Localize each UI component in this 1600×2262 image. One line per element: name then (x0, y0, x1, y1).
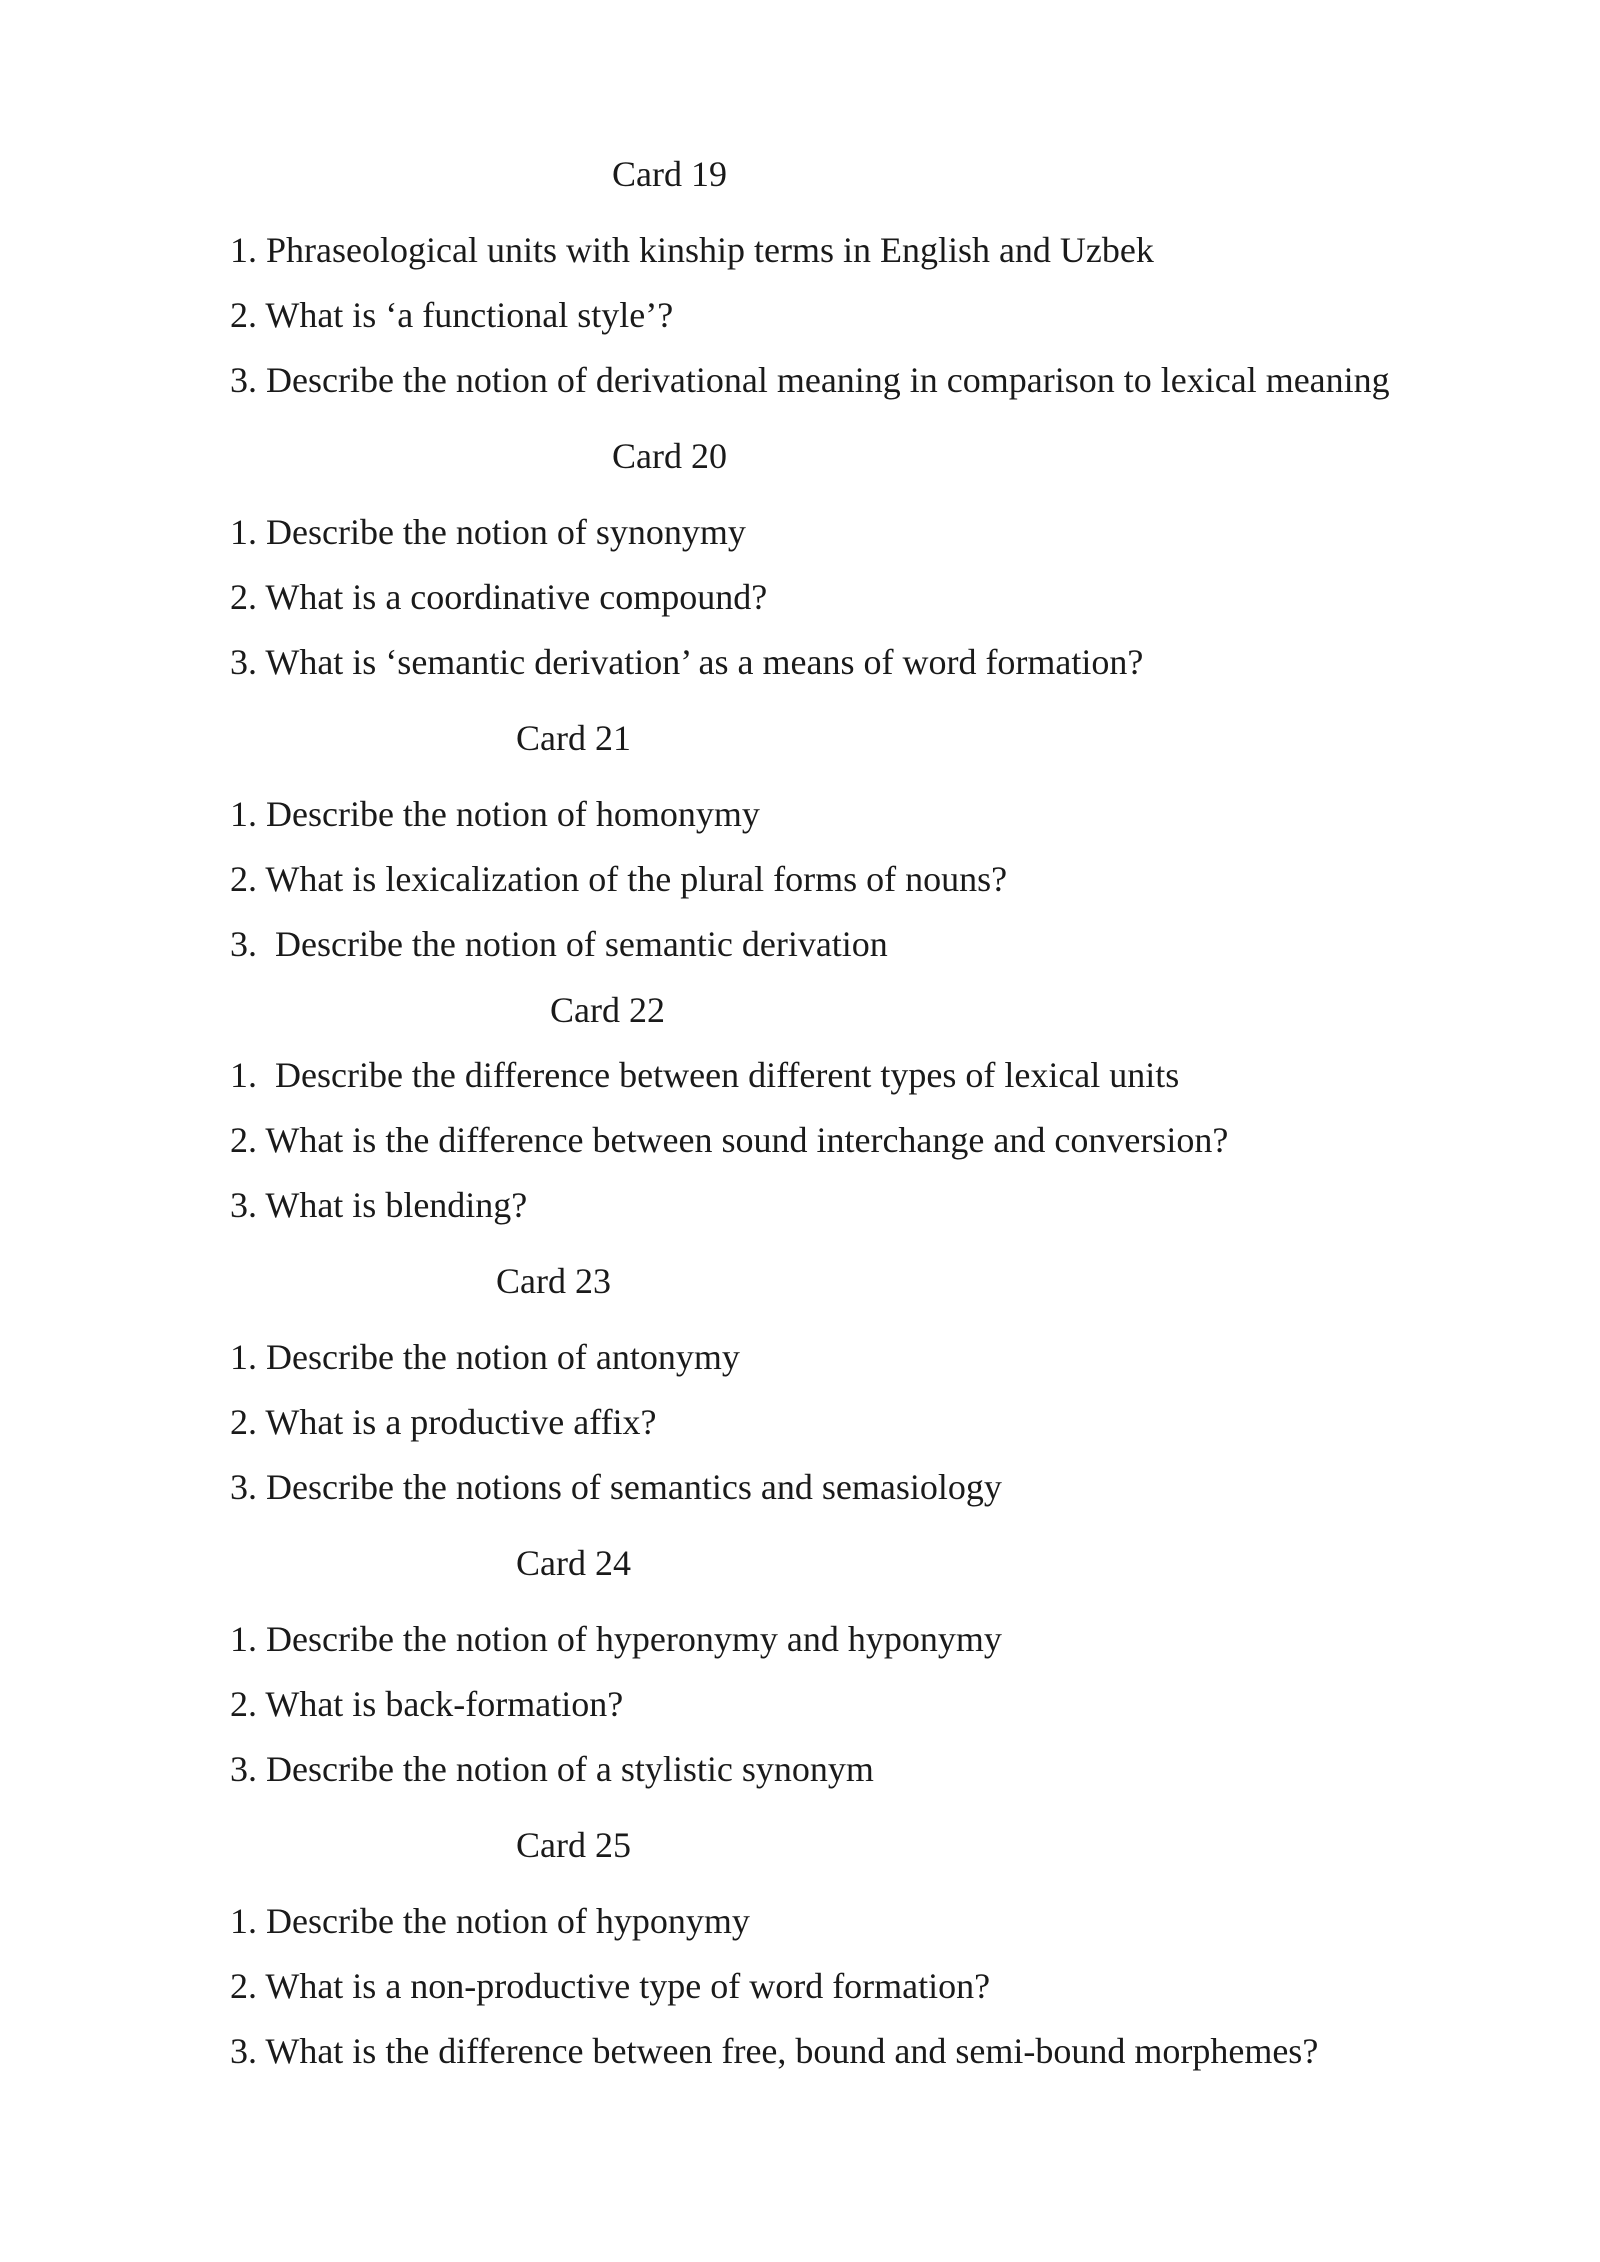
card-title: Card 19 (612, 154, 727, 194)
question-item: 3. Describe the notion of semantic derivation (230, 924, 888, 964)
question-item: 2. What is lexicalization of the plural forms of nouns? (230, 859, 1008, 899)
question-item: 3. What is ‘semantic derivation’ as a means of word formation? (230, 642, 1144, 682)
question-item: 3. Describe the notions of semantics and semasiology (230, 1467, 1002, 1507)
question-item: 2. What is a non-productive type of word formation? (230, 1966, 991, 2006)
card-title: Card 23 (496, 1261, 611, 1301)
question-item: 1. Describe the notion of homonymy (230, 794, 760, 834)
card-title: Card 21 (516, 718, 631, 758)
question-item: 3. Describe the notion of derivational meaning in comparison to lexical meaning (230, 360, 1390, 400)
question-item: 1. Describe the notion of synonymy (230, 512, 746, 552)
question-item: 2. What is the difference between sound interchange and conversion? (230, 1120, 1229, 1160)
card-title: Card 22 (550, 990, 665, 1030)
question-item: 3. What is the difference between free, bound and semi-bound morphemes? (230, 2031, 1319, 2071)
question-item: 1. Phraseological units with kinship terms in English and Uzbek (230, 230, 1154, 270)
question-item: 3. What is blending? (230, 1185, 528, 1225)
question-item: 1. Describe the notion of hyperonymy and hyponymy (230, 1619, 1002, 1659)
question-item: 1. Describe the notion of hyponymy (230, 1901, 750, 1941)
card-title: Card 25 (516, 1825, 631, 1865)
card-title: Card 20 (612, 436, 727, 476)
question-item: 2. What is ‘a functional style’? (230, 295, 674, 335)
question-item: 2. What is a productive affix? (230, 1402, 657, 1442)
question-item: 1. Describe the difference between different types of lexical units (230, 1055, 1180, 1095)
card-title: Card 24 (516, 1543, 631, 1583)
question-item: 2. What is back-formation? (230, 1684, 624, 1724)
question-item: 1. Describe the notion of antonymy (230, 1337, 740, 1377)
question-item: 3. Describe the notion of a stylistic synonym (230, 1749, 874, 1789)
question-item: 2. What is a coordinative compound? (230, 577, 768, 617)
